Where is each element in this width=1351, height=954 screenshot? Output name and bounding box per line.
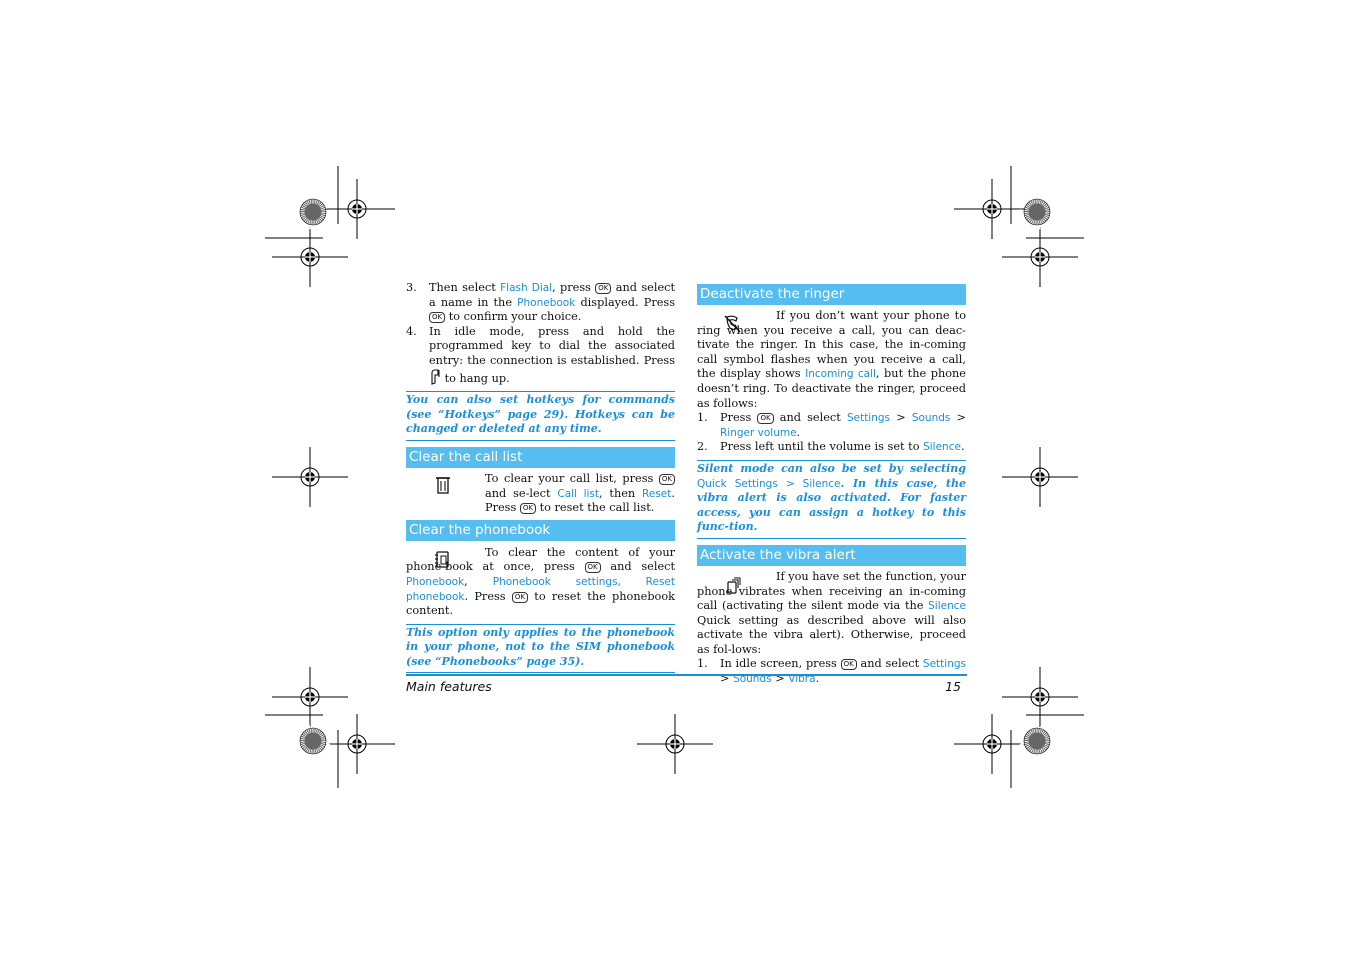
- ringer-off-icon: [722, 314, 744, 334]
- phonebook-link: Phonebook: [517, 296, 576, 309]
- reset-link: Reset: [642, 487, 672, 500]
- ok-key-icon: OK: [841, 659, 857, 670]
- phonebook-settings-reset-link: Phonebook settings, Reset phonebook: [406, 575, 675, 603]
- silent-mode-note: Silent mode can also be set by selecting Quick Settings > Silence. In this case, the vibra alert is also activated. For faster access, you can assign a hotkey to this func-tion.: [697, 460, 966, 539]
- settings-link: Settings: [846, 412, 891, 425]
- vibra-step-1: 1. In idle screen, press OK and select Settings > Sounds > Vibra.: [697, 657, 966, 686]
- quick-settings-link: Quick Settings > Silence: [697, 477, 841, 490]
- ok-key-icon: OK: [757, 413, 773, 424]
- flash-dial-link: Flash Dial: [500, 282, 553, 294]
- footer-title: Main features: [406, 679, 492, 694]
- ringer-volume-link: Ringer volume: [720, 426, 797, 439]
- ok-key-icon: OK: [429, 312, 445, 323]
- silence-link: Silence: [928, 600, 966, 613]
- left-column: [406, 281, 675, 673]
- section-title-activate-vibra: Activate the vibra alert: [697, 545, 966, 566]
- sounds-link: Sounds: [911, 412, 951, 425]
- vibra-icon: [722, 576, 744, 596]
- incoming-call-label: Incoming call: [805, 368, 876, 381]
- page-number: 15: [945, 679, 961, 694]
- hang-up-key-icon: [429, 369, 441, 385]
- ok-key-icon: OK: [520, 503, 536, 514]
- ok-key-icon: OK: [512, 592, 528, 603]
- list-item-4: 4. In idle mode, press and hold the programmed key to dial the associated entry: the connection is established. Press to hang up.: [406, 324, 675, 385]
- hotkeys-note: You can also set hotkeys for commands (see “Hotkeys” page 29). Hotkeys can be changed or deleted at any time.: [406, 391, 675, 441]
- deactivate-ringer-body: If you don’t want your phone to ring when you receive a call, you can deac-tivate the ringer. In this case, the in-coming call symbol flashes when you receive a call, the display shows Incoming call, but the phone doesn’t ring. To deactivate the ringer, proceed as follows:: [697, 309, 966, 410]
- sounds-link: Sounds: [733, 673, 772, 686]
- section-title-deactivate-ringer: Deactivate the ringer: [697, 284, 966, 305]
- section-title-clear-call-list: Clear the call list: [406, 447, 675, 468]
- ok-key-icon: OK: [659, 474, 675, 485]
- silence-link: Silence: [923, 441, 961, 454]
- phonebook-trash-icon: [432, 550, 454, 570]
- ringer-step-1: 1. Press OK and select Settings > Sounds > Ringer volume.: [697, 411, 967, 439]
- activate-vibra-body: If you have set the function, your phone vibrates when receiving an in-coming call (activating the silent mode via the Silence Quick setting as described above will also activate the vibra alert). Otherwise, proceed as fol-lows:: [697, 569, 966, 656]
- settings-link: Settings: [922, 658, 966, 671]
- sim-phonebook-note: This option only applies to the phonebook in your phone, not to the SIM phonebook (see “Phonebooks” page 35).: [406, 624, 675, 674]
- ringer-step-2: 2. Press left until the volume is set to Silence.: [697, 440, 965, 454]
- ok-key-icon: OK: [585, 562, 601, 573]
- section-title-clear-phonebook: Clear the phonebook: [406, 520, 675, 541]
- clear-phonebook-body: To clear the content of your phone-book at once, press OK and select Phonebook, Phonebook settings, Reset phonebook. Press OK to reset the phonebook content.: [406, 545, 676, 618]
- ok-key-icon: OK: [595, 283, 611, 294]
- call-list-link: Call list: [557, 487, 599, 500]
- trash-icon: [432, 475, 454, 495]
- list-item-3: 3. Then select Flash Dial, press OK and select a name in the Phonebook displayed. Press OK to confirm your choice.: [406, 281, 676, 324]
- right-column: [697, 284, 966, 687]
- clear-call-list-body: To clear your call list, press OK and se-lect Call list, then Reset. Press OK to reset the call list.: [406, 472, 675, 516]
- vibra-link: Vibra: [788, 673, 816, 686]
- phonebook-link: Phonebook: [406, 575, 465, 588]
